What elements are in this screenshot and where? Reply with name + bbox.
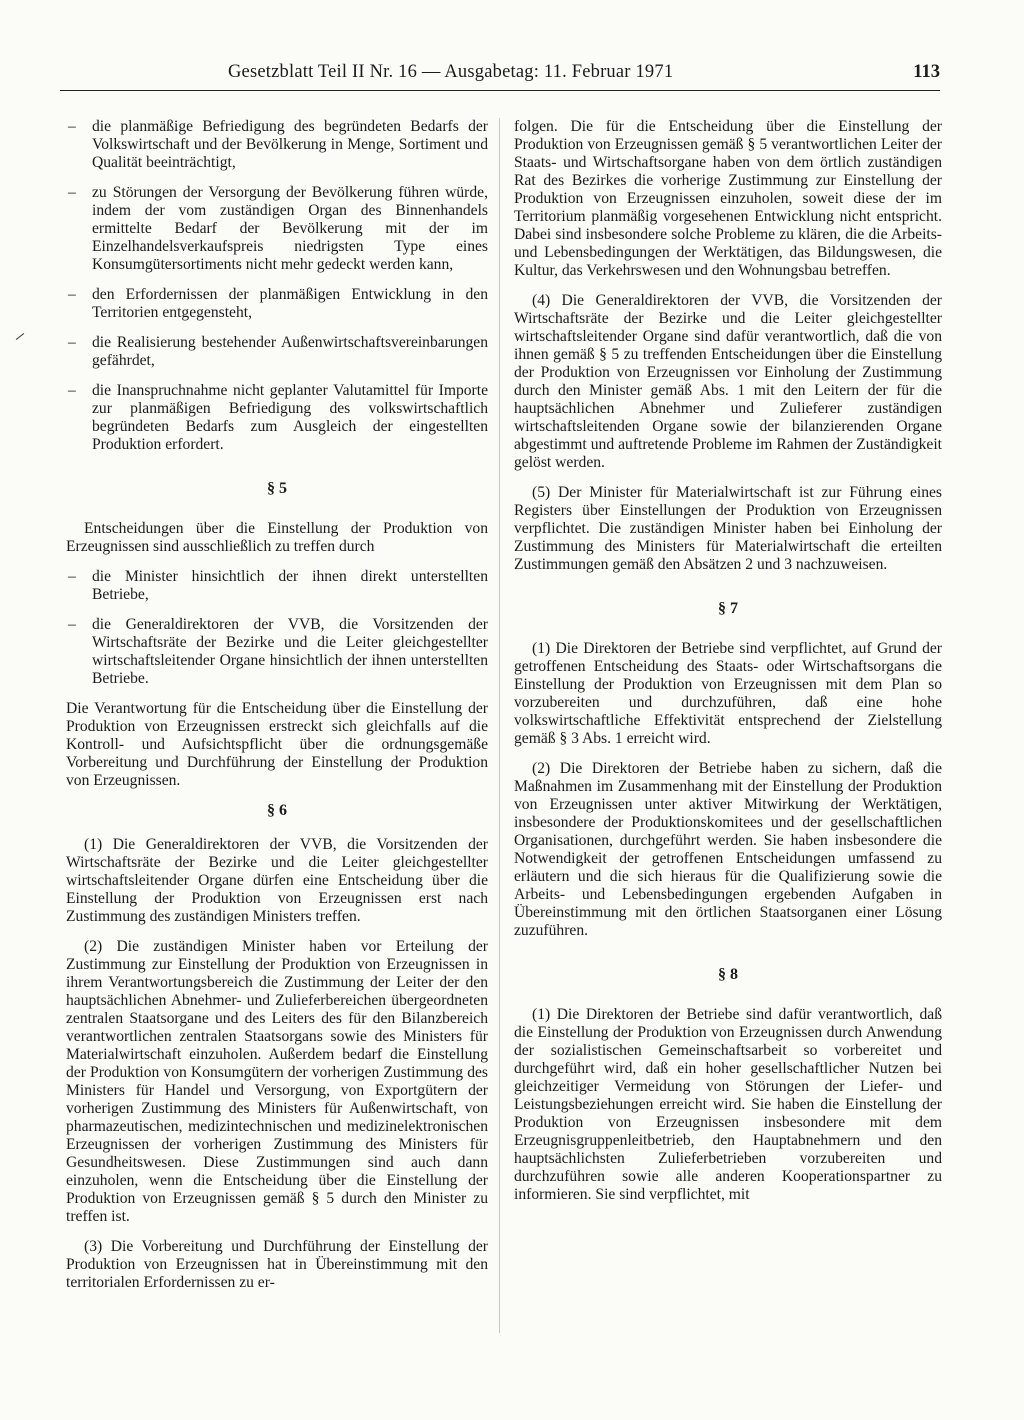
- section-7-paragraph-2: (2) Die Direktoren der Betriebe haben zu sichern, daß die Maßnahmen im Zusammenhang mit der Einstellung der Produktion von Erzeugnissen unter aktiver Mitwirkung der Werktätigen, insbesondere der Produktionskomitees und der gesellschaftlichen Organisationen, durchgeführt werden. Sie haben insbesondere die Notwendigkeit der getroffenen Entscheidungen umfassend zu erläutern und die sich hieraus für die Qualifizierung sowie die Arbeits- und Lebensbedingungen ergebenden Aufgaben in Übereinstimmung mit den örtlichen Staatsorganen einer Lösung zuzuführen.: [514, 760, 942, 939]
- list-item: – die planmäßige Befriedigung des begründeten Bedarfs der Volkswirtschaft und der Bevölkerung in Menge, Sortiment und Qualität beeinträchtigt,: [66, 118, 488, 172]
- list-item: – die Generaldirektoren der VVB, die Vorsitzenden der Wirtschaftsräte der Bezirke und die Leiter gleichgestellter wirtschaftsleitender Organe hinsichtlich der ihnen unterstellten Betriebe.: [66, 616, 488, 688]
- left-column: [66, 118, 488, 1304]
- section-6-paragraph-3-start: (3) Die Vorbereitung und Durchführung der Einstellung der Produktion von Erzeugnissen hat in Übereinstimmung mit den territorialen Erfordernissen zu er-: [66, 1238, 488, 1291]
- list-item: – die Minister hinsichtlich der ihnen direkt unterstellten Betriebe,: [66, 568, 488, 604]
- list-item: – zu Störungen der Versorgung der Bevölkerung führen würde, indem der vom zuständigen Organ des Binnenhandels ermittelte Bedarf der Bevölkerung mit der im Einzelhandelsverkaufspreis niedrigsten Type eines Konsumgütersortiments nicht mehr gedeckt werden kann,: [66, 184, 488, 274]
- section-6-paragraph-4: (4) Die Generaldirektoren der VVB, die Vorsitzenden der Wirtschaftsräte der Bezirke und die Leiter gleichgestellter wirtschaftsleitender Organe sind dafür verantwortlich, daß die von ihnen gemäß § 5 zu treffenden Entscheidungen über die Einstellung der Produktion von Erzeugnissen vor Einholung der Zustimmung durch den Minister gemäß Abs. 1 mit den Leitern der für die hauptsächlichen Abnehmer und Zulieferer zuständigen wirtschaftsleitenden Organe sowie der bilanzierenden Organe abgestimmt und auftretende Probleme im Rahmen der Zuständigkeit gelöst werden.: [514, 292, 942, 471]
- section-5-closing: Die Verantwortung für die Entscheidung über die Einstellung der Produktion von Erzeugnissen erstreckt sich gleichfalls auf die Kontroll- und Aufsichtspflicht über die ordnungsgemäße Vorbereitung und Durchführung der Einstellung der Produktion von Erzeugnissen.: [66, 700, 488, 789]
- right-column: [514, 118, 942, 1216]
- margin-mark: [16, 333, 24, 340]
- section-8-paragraph-1: (1) Die Direktoren der Betriebe sind dafür verantwortlich, daß die Einstellung der Produktion von Erzeugnissen durch Anwendung der sozialistischen Gemeinschaftsarbeit so vorbereitet und durchgeführt wird, daß ein hoher gesellschaftlicher Nutzen bei gleichzeitiger Vermeidung von Störungen der Liefer- und Leistungsbeziehungen erreicht wird. Sie haben die Einstellung der Produktion von Erzeugnissen insbesondere mit dem Erzeugnisgruppenleitbetrieb, den Hauptabnehmern und den hauptsächlichsten Zulieferbetrieben vorzubereiten und durchzuführen sowie alle anderen Kooperationspartner zu informieren. Sie sind verpflichtet, mit: [514, 1006, 942, 1203]
- section-5-intro: Entscheidungen über die Einstellung der Produktion von Erzeugnissen sind ausschließlich zu treffen durch: [66, 520, 488, 555]
- section-heading-5: § 5: [267, 480, 287, 497]
- section-6-paragraph-3-end: folgen. Die für die Entscheidung über die Einstellung der Produktion von Erzeugnissen gemäß § 5 verantwortlichen Leiter der Staats- und Wirtschaftsorgane haben von dem örtlich zuständigen Rat des Bezirkes die vorherige Zustimmung zur Einstellung der Produktion von Erzeugnissen einzuholen, soweit diese der im Territorium planmäßig vorgesehenen Entwicklung nicht entspricht. Dabei sind insbesondere solche Probleme zu klären, die die Arbeits- und Lebensbedingungen der Werktätigen, das Bildungswesen, die Kultur, das Verkehrswesen und den Wohnungsbau betreffen.: [514, 118, 942, 279]
- page-number: 113: [913, 62, 940, 82]
- section-heading-7: § 7: [718, 600, 738, 617]
- list-item: – den Erfordernissen der planmäßigen Entwicklung in den Territorien entgegensteht,: [66, 286, 488, 322]
- section-heading-6: § 6: [267, 802, 287, 819]
- section-7-paragraph-1: (1) Die Direktoren der Betriebe sind verpflichtet, auf Grund der getroffenen Entscheidung des Staats- oder Wirtschaftsorgans die Einstellung der Produktion von Erzeugnissen mit dem Plan so vorzubereiten und durchzuführen, daß eine hohe volkswirtschaftliche Effektivität entsprechend der Zielstellung gemäß § 3 Abs. 1 erreicht wird.: [514, 640, 942, 747]
- section-6-paragraph-1: (1) Die Generaldirektoren der VVB, die Vorsitzenden der Wirtschaftsräte der Bezirke und die Leiter gleichgestellter wirtschaftsleitender Organe dürfen eine Entscheidung über die Einstellung der Produktion von Erzeugnissen erst nach Zustimmung des zuständigen Ministers treffen.: [66, 836, 488, 925]
- list-item: – die Inanspruchnahme nicht geplanter Valutamittel für Importe zur planmäßigen Befriedigung des volkswirtschaftlich begründeten Bedarfs zum Ausgleich der eingestellten Produktion erfordert.: [66, 382, 488, 454]
- column-divider: [499, 118, 500, 1333]
- header-title: Gesetzblatt Teil II Nr. 16 — Ausgabetag: 11. Februar 1971: [228, 62, 674, 82]
- section-heading-8: § 8: [718, 966, 738, 983]
- running-header: [60, 60, 940, 91]
- section-6-paragraph-2: (2) Die zuständigen Minister haben vor Erteilung der Zustimmung zur Einstellung der Produktion von Erzeugnissen in ihrem Verantwortungsbereich die Zustimmung der Leiter der den hauptsächlichen Abnehmer- und Zulieferbereichen übergeordneten zentralen Staatsorgane und des Leiters des für den Bilanzbereich verantwortlichen zentralen Staatsorgans sowie des Ministers für Materialwirtschaft einzuholen. Außerdem bedarf die Einstellung der Produktion von Konsumgütern der vorherigen Zustimmung des Ministers für Handel und Versorgung, von Exportgütern der vorherigen Zustimmung des Ministers für Außenwirtschaft, von pharmazeutischen, medizintechnischen und medizinelektronischen Erzeugnissen der vorherigen Zustimmung des Ministers für Gesundheitswesen. Diese Zustimmungen sind auch dann einzuholen, wenn die Entscheidung über die Einstellung der Produktion von Erzeugnissen gemäß § 5 durch den Minister zu treffen ist.: [66, 938, 488, 1225]
- section-6-paragraph-5: (5) Der Minister für Materialwirtschaft ist zur Führung eines Registers über Einstellungen der Produktion von Erzeugnissen verpflichtet. Die zuständigen Minister haben bei Einholung der Zustimmung des Ministers für Materialwirtschaft die erteilten Zustimmungen gemäß den Absätzen 2 und 3 nachzuweisen.: [514, 484, 942, 573]
- list-item: – die Realisierung bestehender Außenwirtschaftsvereinbarungen gefährdet,: [66, 334, 488, 370]
